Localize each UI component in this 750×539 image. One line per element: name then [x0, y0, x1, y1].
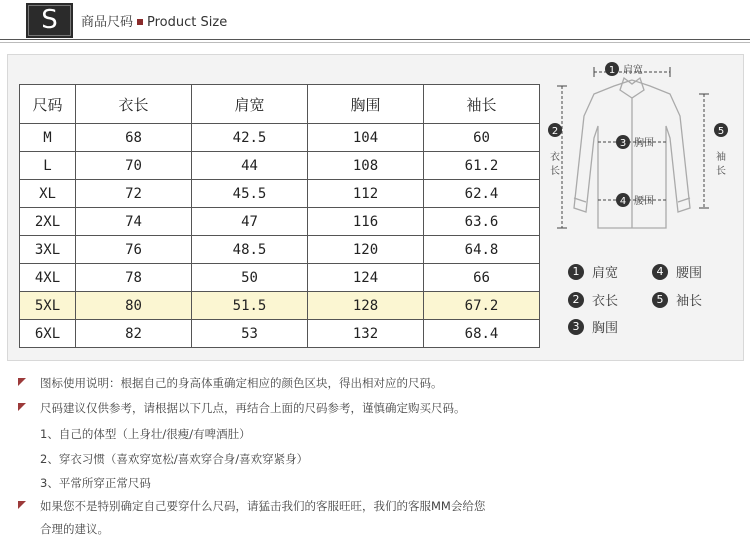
col-header-size: 尺码: [20, 85, 76, 124]
table-cell: 74: [76, 208, 192, 236]
title-cn: 商品尺码: [81, 15, 134, 30]
table-cell: 67.2: [424, 292, 540, 320]
table-cell: 68.4: [424, 320, 540, 348]
table-cell: 80: [76, 292, 192, 320]
table-cell: 104: [308, 124, 424, 152]
table-row: [20, 152, 540, 180]
legend-number-icon: 4: [652, 264, 668, 280]
table-cell: 2XL: [20, 208, 76, 236]
legend-item: 1 肩宽: [568, 262, 618, 281]
marker-3-number: 3: [619, 138, 627, 149]
note-line-3: 如果您不是特别确定自己要穿什么尺码，请猛击我们的客服旺旺，我们的客服MM会给您: [40, 499, 486, 513]
table-cell: 108: [308, 152, 424, 180]
table-header-row: [20, 85, 540, 124]
table-cell: 120: [308, 236, 424, 264]
jacket-measurement-diagram: [544, 58, 740, 233]
table-cell: 132: [308, 320, 424, 348]
table-cell: M: [20, 124, 76, 152]
label-sleeve-top: 袖: [716, 152, 726, 163]
col-header-chest: 胸围: [308, 85, 424, 124]
table-cell: 112: [308, 180, 424, 208]
table-row: [20, 320, 540, 348]
title-en: Product Size: [147, 15, 228, 30]
note-item-2: 2、穿衣习惯（喜欢穿宽松/喜欢穿合身/喜欢穿紧身）: [40, 452, 309, 466]
legend-item: 5 袖长: [652, 290, 702, 309]
table-cell: 64.8: [424, 236, 540, 264]
table-cell: 60: [424, 124, 540, 152]
label-length-bottom: 长: [550, 166, 560, 177]
table-row: [20, 124, 540, 152]
table-cell: 3XL: [20, 236, 76, 264]
col-header-length: 衣长: [76, 85, 192, 124]
label-length-top: 衣: [550, 152, 560, 163]
table-cell: 50: [192, 264, 308, 292]
table-cell: XL: [20, 180, 76, 208]
note-line-2: 尺码建议仅供参考，请根据以下几点，再结合上面的尺码参考，谨慎确定购买尺码。: [40, 401, 466, 415]
table-cell: 4XL: [20, 264, 76, 292]
label-shoulder: 肩宽: [623, 65, 643, 76]
legend-item: 2 衣长: [568, 290, 618, 309]
header-divider: [0, 39, 750, 40]
label-sleeve-bottom: 长: [716, 166, 726, 177]
marker-4-number: 4: [619, 196, 627, 207]
col-header-shoulder: 肩宽: [192, 85, 308, 124]
table-cell: L: [20, 152, 76, 180]
table-cell: 45.5: [192, 180, 308, 208]
table-row: [20, 264, 540, 292]
table-cell: 68: [76, 124, 192, 152]
legend-number-icon: 3: [568, 319, 584, 335]
size-table: [19, 84, 540, 348]
note-item-3: 3、平常所穿正常尺码: [40, 476, 151, 490]
table-cell: 76: [76, 236, 192, 264]
legend-item: 4 腰围: [652, 262, 702, 281]
header-divider-secondary: [0, 42, 750, 43]
table-cell: 66: [424, 264, 540, 292]
legend-item: 3 胸围: [568, 317, 618, 336]
square-bullet-icon: [137, 19, 143, 25]
note-line-3-continued: 合理的建议。: [40, 522, 109, 536]
note-item-1: 1、自己的体型（上身壮/很瘦/有啤酒肚）: [40, 427, 251, 441]
legend-number-icon: 5: [652, 292, 668, 308]
table-row-highlighted: [20, 292, 540, 320]
table-cell: 53: [192, 320, 308, 348]
triangle-bullet-icon: [18, 403, 26, 411]
label-waist: 腰围: [634, 196, 654, 207]
table-cell: 61.2: [424, 152, 540, 180]
table-cell: 124: [308, 264, 424, 292]
table-cell: 82: [76, 320, 192, 348]
table-cell: 47: [192, 208, 308, 236]
marker-2-number: 2: [551, 126, 559, 137]
legend-number-icon: 2: [568, 292, 584, 308]
table-cell: 44: [192, 152, 308, 180]
table-row: [20, 208, 540, 236]
label-chest: 胸围: [634, 138, 654, 149]
table-row: [20, 236, 540, 264]
table-cell: 128: [308, 292, 424, 320]
legend-number-icon: 1: [568, 264, 584, 280]
col-header-sleeve: 袖长: [424, 85, 540, 124]
table-cell: 72: [76, 180, 192, 208]
triangle-bullet-icon: [18, 501, 26, 509]
table-cell: 42.5: [192, 124, 308, 152]
section-title: [81, 11, 227, 30]
table-cell: 62.4: [424, 180, 540, 208]
table-cell: 63.6: [424, 208, 540, 236]
jacket-outline-icon: [574, 78, 690, 228]
table-cell: 70: [76, 152, 192, 180]
table-cell: 116: [308, 208, 424, 236]
table-cell: 78: [76, 264, 192, 292]
table-cell: 48.5: [192, 236, 308, 264]
table-row: [20, 180, 540, 208]
size-badge: S: [26, 3, 73, 38]
marker-1-number: 1: [608, 65, 616, 76]
table-cell: 6XL: [20, 320, 76, 348]
note-line-1: 图标使用说明：根据自己的身高体重确定相应的颜色区块，得出相对应的尺码。: [40, 376, 443, 390]
triangle-bullet-icon: [18, 378, 26, 386]
marker-5-number: 5: [717, 126, 725, 137]
table-cell: 5XL: [20, 292, 76, 320]
table-cell: 51.5: [192, 292, 308, 320]
